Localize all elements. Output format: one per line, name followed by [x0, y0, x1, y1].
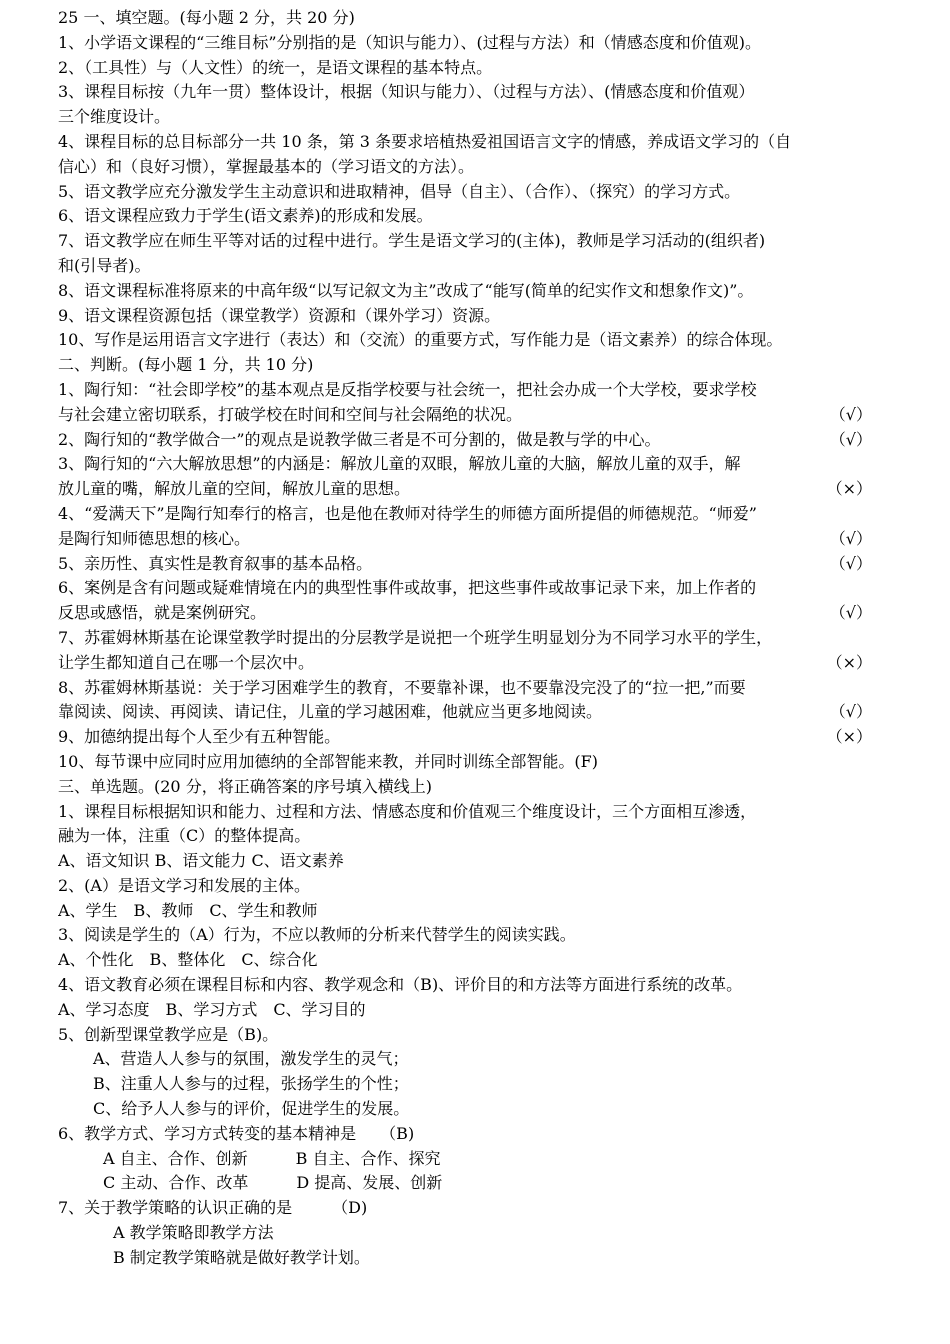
text-line	[58, 452, 898, 477]
answer-mark: （×）	[826, 727, 872, 747]
line-text: 2、（工具性）与（人文性）的统一，是语文课程的基本特点。	[58, 57, 493, 77]
line-text: A、个性化 B、整体化 C、综合化	[58, 950, 318, 970]
line-text: 是陶行知师德思想的核心。	[58, 528, 251, 548]
text-line	[58, 229, 898, 254]
text-line	[58, 800, 898, 825]
answer-mark: （√）	[829, 553, 872, 573]
text-line	[58, 1047, 898, 1072]
text-line	[58, 328, 898, 353]
line-text: 10、每节课中应同时应用加德纳的全部智能来教，并同时训练全部智能。(F)	[58, 751, 598, 771]
text-line	[58, 1221, 898, 1246]
text-line	[58, 651, 898, 676]
text-line	[58, 31, 898, 56]
line-text: 融为一体，注重（C）的整体提高。	[58, 826, 311, 846]
answer-mark: （√）	[829, 528, 872, 548]
line-text: B 制定教学策略就是做好教学计划。	[113, 1247, 370, 1267]
text-line	[58, 428, 898, 453]
line-text: 信心）和（良好习惯），掌握最基本的（学习语文的方法）。	[58, 156, 475, 176]
text-line	[58, 973, 898, 998]
line-text: 10、写作是运用语言文字进行（表达）和（交流）的重要方式，写作能力是（语文素养）的综合体现。	[58, 330, 783, 350]
text-line	[58, 304, 898, 329]
line-text: 反思或感悟，就是案例研究。	[58, 603, 267, 623]
line-text: 9、加德纳提出每个人至少有五种智能。	[58, 727, 341, 747]
line-text: 5、亲历性、真实性是教育叙事的基本品格。	[58, 553, 373, 573]
text-line	[58, 626, 898, 651]
document-body	[58, 6, 898, 1271]
line-text: A、营造人人参与的氛围，激发学生的灵气；	[93, 1049, 409, 1069]
line-text: 6、案例是含有问题或疑难情境在内的典型性事件或故事，把这些事件或故事记录下来，加上作者的	[58, 578, 757, 598]
line-text: 与社会建立密切联系，打破学校在时间和空间与社会隔绝的状况。	[58, 404, 523, 424]
line-text: 4、课程目标的总目标部分一共 10 条，第 3 条要求培植热爱祖国语言文字的情感，养成语文学习的（自	[58, 131, 792, 151]
text-line	[58, 899, 898, 924]
text-line	[58, 1147, 898, 1172]
line-text: 3、课程目标按（九年一贯）整体设计，根据（知识与能力）、（过程与方法）、(情感态度和价值观）	[58, 82, 755, 102]
line-text: 9、语文课程资源包括（课堂教学）资源和（课外学习）资源。	[58, 305, 501, 325]
line-text: 三个维度设计。	[58, 107, 171, 127]
text-line	[58, 576, 898, 601]
line-text: 25 一、填空题。(每小题 2 分，共 20 分)	[58, 8, 355, 27]
line-text: 二、判断。(每小题 1 分，共 10 分)	[58, 355, 314, 375]
text-line	[58, 80, 898, 105]
line-text: 让学生都知道自己在哪一个层次中。	[58, 652, 315, 672]
line-text: 6、教学方式、学习方式转变的基本精神是 （B)	[58, 1123, 415, 1143]
line-text: 和(引导者)。	[58, 255, 151, 275]
text-line	[58, 403, 898, 428]
line-text: 6、语文课程应致力于学生(语文素养)的形成和发展。	[58, 206, 433, 226]
text-line	[58, 1246, 898, 1271]
line-text: B、注重人人参与的过程，张扬学生的个性；	[93, 1074, 409, 1094]
line-text: 5、语文教学应充分激发学生主动意识和进取精神，倡导（自主）、（合作）、（探究）的学习方式。	[58, 181, 741, 201]
line-text: 8、苏霍姆林斯基说：关于学习困难学生的教育，不要靠补课，也不要靠没完没了的“拉一把,”而要	[58, 677, 746, 697]
text-line	[58, 700, 898, 725]
text-line	[58, 477, 898, 502]
text-line	[58, 676, 898, 701]
text-line	[58, 824, 898, 849]
text-line	[58, 527, 898, 552]
text-line	[58, 279, 898, 304]
text-line	[58, 874, 898, 899]
line-text: 5、创新型课堂教学应是（B)。	[58, 1024, 279, 1044]
line-text: 2、(A）是语文学习和发展的主体。	[58, 875, 310, 895]
text-line	[58, 1097, 898, 1122]
text-line	[58, 56, 898, 81]
text-line	[58, 948, 898, 973]
line-text: A、语文知识 B、语文能力 C、语文素养	[58, 851, 344, 871]
line-text: A、学习态度 B、学习方式 C、学习目的	[58, 999, 366, 1019]
text-line	[58, 105, 898, 130]
line-text: 放儿童的嘴，解放儿童的空间，解放儿童的思想。	[58, 479, 411, 499]
line-text: A、学生 B、教师 C、学生和教师	[58, 900, 318, 920]
answer-mark: （√）	[829, 603, 872, 623]
text-line	[58, 923, 898, 948]
line-text: C、给予人人参与的评价，促进学生的发展。	[93, 1099, 410, 1119]
text-line	[58, 775, 898, 800]
text-line	[58, 1122, 898, 1147]
line-text: A 教学策略即教学方法	[113, 1223, 274, 1243]
line-text: 8、语文课程标准将原来的中高年级“以写记叙文为主”改成了“能写(简单的纪实作文和想象作文)”。	[58, 280, 754, 300]
line-text: 3、阅读是学生的（A）行为，不应以教师的分析来代替学生的阅读实践。	[58, 925, 576, 945]
text-line	[58, 130, 898, 155]
text-line	[58, 502, 898, 527]
line-text: 7、语文教学应在师生平等对话的过程中进行。学生是语文学习的(主体)，教师是学习活动的(组织者)	[58, 231, 766, 251]
line-text: 三、单选题。(20 分，将正确答案的序号填入横线上)	[58, 776, 432, 796]
answer-mark: （√）	[829, 429, 872, 449]
text-line	[58, 180, 898, 205]
text-line	[58, 6, 898, 31]
line-text: 4、“爱满天下”是陶行知奉行的格言，也是他在教师对待学生的师德方面所提倡的师德规范。“师爱”	[58, 503, 757, 523]
text-line	[58, 998, 898, 1023]
text-line	[58, 849, 898, 874]
text-line	[58, 378, 898, 403]
line-text: 1、小学语文课程的“三维目标”分别指的是（知识与能力）、(过程与方法）和（情感态度和价值观)。	[58, 32, 762, 52]
text-line	[58, 155, 898, 180]
answer-mark: （√）	[829, 702, 872, 722]
line-text: 1、陶行知：“社会即学校”的基本观点是反指学校要与社会统一，把社会办成一个大学校，要求学校	[58, 379, 757, 399]
text-line	[58, 1023, 898, 1048]
text-line	[58, 552, 898, 577]
text-line	[58, 1171, 898, 1196]
text-line	[58, 1072, 898, 1097]
line-text: 7、关于教学策略的认识正确的是 （D)	[58, 1198, 368, 1218]
answer-mark: （√）	[829, 404, 872, 424]
line-text: 靠阅读、阅读、再阅读、请记住，儿童的学习越困难，他就应当更多地阅读。	[58, 702, 603, 722]
text-line	[58, 725, 898, 750]
text-line	[58, 254, 898, 279]
line-text: 3、陶行知的“六大解放思想”的内涵是：解放儿童的双眼，解放儿童的大脑，解放儿童的双手，解	[58, 454, 741, 474]
answer-mark: （×）	[826, 652, 872, 672]
text-line	[58, 750, 898, 775]
text-line	[58, 204, 898, 229]
line-text: 7、苏霍姆林斯基在论课堂教学时提出的分层教学是说把一个班学生明显划分为不同学习水平的学生，	[58, 627, 773, 647]
line-text: 1、课程目标根据知识和能力、过程和方法、情感态度和价值观三个维度设计，三个方面相互渗透，	[58, 801, 757, 821]
line-text: C 主动、合作、改革 D 提高、发展、创新	[103, 1173, 443, 1193]
text-line	[58, 353, 898, 378]
text-line	[58, 601, 898, 626]
text-line	[58, 1196, 898, 1221]
line-text: 4、语文教育必须在课程目标和内容、教学观念和（B)、评价目的和方法等方面进行系统的改革。	[58, 975, 743, 995]
line-text: A 自主、合作、创新 B 自主、合作、探究	[103, 1148, 441, 1168]
answer-mark: （×）	[826, 479, 872, 499]
line-text: 2、陶行知的“教学做合一”的观点是说教学做三者是不可分割的，做是教与学的中心。	[58, 429, 661, 449]
